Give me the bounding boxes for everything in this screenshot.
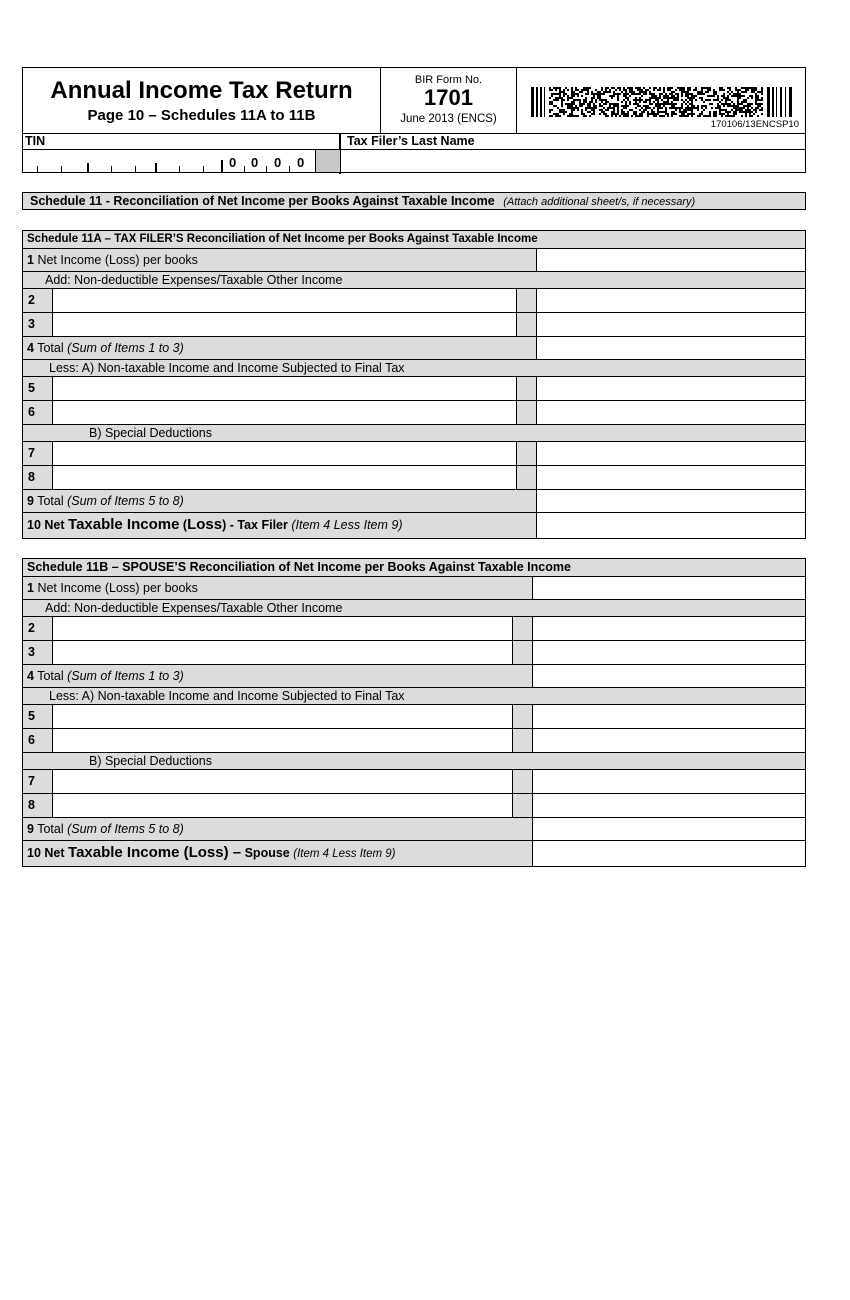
title-box: [23, 68, 381, 133]
schedule-11-title-rest: - Reconciliation of Net Income per Books Against Taxable Income: [102, 194, 495, 208]
form-number-box: [381, 68, 517, 133]
table-row: [23, 665, 805, 688]
item-10-amount[interactable]: [533, 841, 805, 866]
item-6-amount[interactable]: [533, 729, 805, 752]
table-row: [23, 490, 805, 513]
total9-note: (Sum of Items 5 to 8): [67, 822, 184, 836]
total9-note: (Sum of Items 5 to 8): [67, 494, 184, 508]
item-number: 1: [27, 581, 34, 595]
barcode-box: [517, 68, 805, 133]
net-label-loss: Loss: [187, 516, 223, 533]
add-label: Add: Non-deductible Expenses/Taxable Other Income: [45, 601, 343, 615]
item-6-amount[interactable]: [537, 401, 805, 424]
table-row: [23, 600, 805, 617]
net-note: (Item 4 Less Item 9): [291, 518, 403, 532]
item-number: 8: [23, 794, 53, 817]
item-number: 3: [23, 313, 53, 336]
net-label: Net: [44, 518, 69, 532]
item-number: 1: [27, 253, 34, 267]
total9-label: Total: [37, 822, 64, 836]
schedule-11a-title: Schedule 11A – TAX FILER’S Reconciliation of Net Income per Books Against Taxable Income: [27, 233, 538, 245]
form-subtitle: Page 10 – Schedules 11A to 11B: [87, 107, 316, 124]
last-name-label: Tax Filer’s Last Name: [347, 134, 475, 148]
item-number: 4: [27, 669, 34, 683]
form-number-label: BIR Form No.: [414, 74, 483, 86]
item-7-amount[interactable]: [537, 442, 805, 465]
form-date: June 2013 (ENCS): [400, 113, 497, 125]
item-number: 7: [23, 770, 53, 793]
table-row: [23, 377, 805, 401]
total-note: (Sum of Items 1 to 3): [67, 341, 184, 355]
item-number: 2: [23, 289, 53, 312]
less-b-label: B) Special Deductions: [89, 426, 212, 440]
item-1-label: Net Income (Loss) per books: [37, 581, 198, 595]
schedule-11b: [22, 558, 806, 867]
tin-label-row: [23, 133, 805, 149]
item-number: 7: [23, 442, 53, 465]
table-row: [23, 841, 805, 866]
net-label-filer: ) - Tax Filer: [222, 518, 288, 532]
table-row: [23, 641, 805, 665]
table-row: [23, 577, 805, 600]
tin-branch-box: [315, 150, 340, 172]
form-number: 1701: [424, 85, 473, 110]
table-row: [23, 770, 805, 794]
barcode-icon: [531, 87, 793, 117]
item-number: 6: [23, 401, 53, 424]
item-number: 6: [23, 729, 53, 752]
table-row: [23, 313, 805, 337]
item-10-amount[interactable]: [537, 513, 805, 538]
total-label: Total: [37, 669, 64, 683]
item-2-amount[interactable]: [533, 617, 805, 640]
item-number: 9: [27, 822, 34, 836]
table-row: [23, 466, 805, 490]
item-9-amount[interactable]: [533, 818, 805, 840]
item-number: 9: [27, 494, 34, 508]
item-number: 5: [23, 377, 53, 400]
item-3-amount[interactable]: [537, 313, 805, 336]
table-row: [23, 272, 805, 289]
tin-digit: 0: [229, 155, 237, 170]
table-row: [23, 794, 805, 818]
net-label: Net: [44, 846, 69, 860]
tin-digit: 0: [297, 155, 305, 170]
less-b-label: B) Special Deductions: [89, 754, 212, 768]
table-row: [23, 729, 805, 753]
item-2-amount[interactable]: [537, 289, 805, 312]
item-5-amount[interactable]: [533, 705, 805, 728]
schedule-11-note: (Attach additional sheet/s, if necessary): [503, 196, 696, 208]
item-1-label: Net Income (Loss) per books: [37, 253, 198, 267]
net-label-big: Taxable Income (Loss) –: [68, 844, 242, 861]
item-8-amount[interactable]: [533, 794, 805, 817]
item-number: 10: [27, 846, 41, 860]
table-row: [23, 425, 805, 442]
item-7-description[interactable]: [53, 770, 513, 793]
tin-digit: 0: [274, 155, 282, 170]
item-3-description[interactable]: [53, 641, 513, 664]
schedule-11b-header: [23, 559, 805, 577]
net-label-big: Taxable Income: [68, 516, 180, 533]
net-label-paren: (: [179, 518, 188, 532]
table-row: [23, 401, 805, 425]
item-number: 10: [27, 518, 41, 532]
item-number: 3: [23, 641, 53, 664]
table-row: [23, 617, 805, 641]
item-9-amount[interactable]: [537, 490, 805, 512]
item-1-amount[interactable]: [537, 249, 805, 271]
table-row: [23, 249, 805, 272]
schedule-11-title: Schedule 11: [30, 194, 103, 208]
table-row: [23, 818, 805, 841]
net-label-spouse: Spouse: [241, 846, 290, 860]
form-title: Annual Income Tax Return: [50, 77, 353, 104]
item-2-description[interactable]: [53, 289, 517, 312]
table-row: [23, 688, 805, 705]
last-name-input[interactable]: [340, 149, 805, 172]
item-4-amount[interactable]: [533, 665, 805, 687]
item-5-amount[interactable]: [537, 377, 805, 400]
item-3-amount[interactable]: [533, 641, 805, 664]
schedule-11a-header: [23, 231, 805, 249]
item-number: 4: [27, 341, 34, 355]
total-note: (Sum of Items 1 to 3): [67, 669, 184, 683]
table-row: [23, 705, 805, 729]
schedule-11-banner: [22, 192, 806, 210]
table-row: [23, 513, 805, 538]
item-8-description[interactable]: [53, 794, 513, 817]
table-row: [23, 442, 805, 466]
total9-label: Total: [37, 494, 64, 508]
item-8-amount[interactable]: [537, 466, 805, 489]
barcode-code: 170106/13ENCSP10: [710, 119, 799, 130]
item-5-description[interactable]: [53, 705, 513, 728]
tin-input[interactable]: [23, 149, 339, 172]
add-label: Add: Non-deductible Expenses/Taxable Other Income: [45, 273, 343, 287]
item-number: 2: [23, 617, 53, 640]
table-row: [23, 289, 805, 313]
tin-digit: 0: [251, 155, 259, 170]
item-3-description[interactable]: [53, 313, 517, 336]
item-number: 8: [23, 466, 53, 489]
form-header: [22, 67, 806, 173]
item-6-description[interactable]: [53, 401, 517, 424]
item-8-description[interactable]: [53, 466, 517, 489]
schedule-11a: [22, 230, 806, 539]
item-2-description[interactable]: [53, 617, 513, 640]
schedule-11b-title: Schedule 11B – SPOUSE’S Reconciliation of Net Income per Books Against Taxable Income: [27, 560, 571, 574]
less-a-label: Less: A) Non-taxable Income and Income Subjected to Final Tax: [49, 361, 405, 375]
item-1-amount[interactable]: [533, 577, 805, 599]
item-5-description[interactable]: [53, 377, 517, 400]
table-row: [23, 360, 805, 377]
table-row: [23, 337, 805, 360]
item-7-amount[interactable]: [533, 770, 805, 793]
table-row: [23, 753, 805, 770]
item-7-description[interactable]: [53, 442, 517, 465]
less-a-label: Less: A) Non-taxable Income and Income Subjected to Final Tax: [49, 689, 405, 703]
net-note: (Item 4 Less Item 9): [293, 848, 396, 860]
tin-label: TIN: [25, 134, 46, 148]
item-number: 5: [23, 705, 53, 728]
item-4-amount[interactable]: [537, 337, 805, 359]
item-6-description[interactable]: [53, 729, 513, 752]
total-label: Total: [37, 341, 64, 355]
